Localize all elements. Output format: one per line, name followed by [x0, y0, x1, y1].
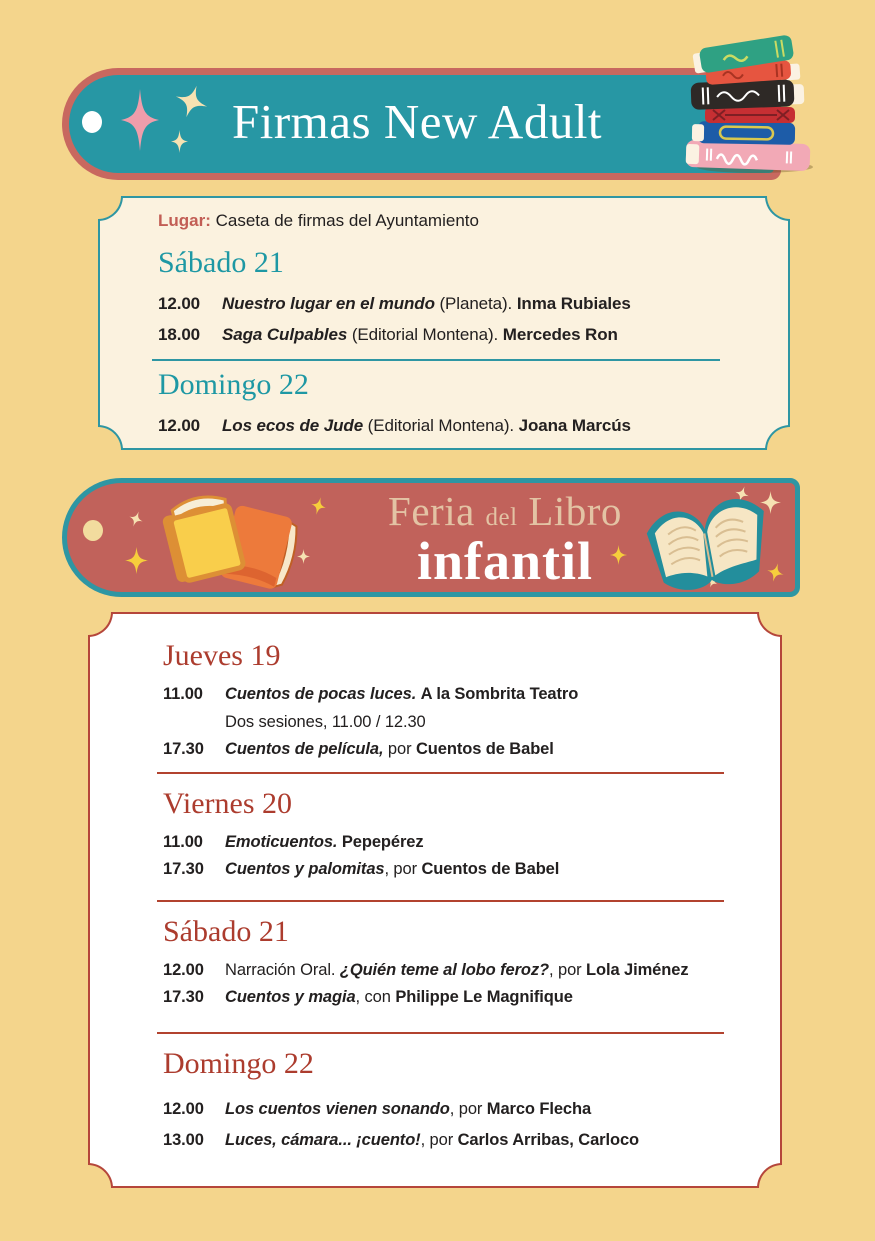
event-time: 17.30 [163, 740, 204, 758]
section-divider [157, 1032, 724, 1034]
banner-feria-infantil [62, 478, 800, 597]
event-desc: Cuentos de pocas luces. A la Sombrita Teatro Dos sesiones, 11.00 / 12.30 [225, 685, 579, 731]
event-time: 17.30 [163, 860, 204, 878]
event-desc: Los cuentos vienen sonando, por Marco Flecha [225, 1099, 592, 1118]
event-row [158, 288, 720, 319]
section-divider [157, 772, 724, 774]
banner-title: Firmas New Adult [232, 94, 603, 150]
event-row [163, 1094, 724, 1125]
corner-notch [98, 425, 123, 450]
feria-line1: Feria del Libro [388, 488, 622, 534]
event-row [163, 957, 724, 985]
event-row [163, 856, 724, 884]
location-label: Lugar: [158, 211, 211, 230]
event-time: 12.00 [163, 960, 204, 979]
section-divider [152, 359, 720, 361]
event-row [158, 410, 720, 441]
day-heading: Sábado 21 [163, 914, 289, 948]
event-time: 18.00 [158, 325, 201, 344]
event-row [163, 984, 724, 1012]
children-fair-panel [88, 612, 782, 1188]
event-time: 13.00 [163, 1130, 204, 1149]
sparkle-icon [125, 547, 148, 574]
day-heading: Sábado 21 [158, 246, 284, 279]
event-desc: Cuentos y magia, con Philippe Le Magnifique [225, 988, 573, 1006]
event-list [163, 829, 724, 884]
book-stack-illustration [683, 34, 819, 176]
corner-notch [757, 612, 782, 637]
dot-ornament [83, 520, 103, 541]
banner-firmas-inner [69, 75, 774, 173]
corner-notch [757, 1163, 782, 1188]
event-desc: Los ecos de Jude (Editorial Montena). Joana Marcús [222, 416, 631, 435]
sparkle-icon [121, 89, 159, 151]
banner-firmas-new-adult [62, 68, 781, 180]
event-list [163, 681, 724, 764]
event-time: 11.00 [163, 832, 203, 851]
event-list [163, 1094, 724, 1156]
day-heading: Domingo 22 [163, 1046, 314, 1080]
sparkle-icon [171, 130, 188, 153]
event-list [158, 288, 720, 350]
section-divider [157, 900, 724, 902]
event-list [163, 957, 724, 1012]
books-duo-illustration [155, 488, 305, 591]
event-desc: Luces, cámara... ¡cuento!, por Carlos Arribas, Carloco [225, 1130, 639, 1149]
day-heading: Domingo 22 [158, 368, 309, 401]
event-time: 12.00 [163, 1099, 204, 1118]
location-line [158, 211, 720, 231]
corner-notch [765, 425, 790, 450]
event-row [158, 319, 720, 350]
day-heading: Viernes 20 [163, 786, 292, 820]
event-time: 12.00 [158, 294, 201, 313]
event-row [163, 829, 724, 857]
corner-notch [765, 196, 790, 221]
event-time: 17.30 [163, 988, 204, 1006]
corner-notch [88, 1163, 113, 1188]
feria-line2: infantil [416, 531, 594, 591]
event-desc: Cuentos y palomitas, por Cuentos de Babel [225, 860, 560, 878]
event-desc: Narración Oral. ¿Quién teme al lobo feroz?, por Lola Jiménez [225, 960, 689, 979]
signings-panel [98, 196, 790, 450]
sparkle-icon [127, 509, 146, 529]
sparkle-icon [171, 81, 213, 123]
event-desc: Nuestro lugar en el mundo (Planeta). Inma Rubiales [222, 294, 631, 313]
banner-infantil-title [335, 488, 675, 591]
event-desc: Saga Culpables (Editorial Montena). Mercedes Ron [222, 325, 618, 344]
event-time: 12.00 [158, 416, 201, 435]
event-time: 11.00 [163, 685, 203, 703]
event-row [163, 736, 724, 764]
corner-notch [98, 196, 123, 221]
location-value: Caseta de firmas del Ayuntamiento [215, 211, 479, 230]
event-row [163, 1125, 724, 1156]
day-heading: Jueves 19 [163, 639, 281, 672]
corner-notch [88, 612, 113, 637]
event-list [158, 410, 720, 441]
dot-ornament [82, 111, 102, 133]
event-row [163, 681, 724, 736]
event-desc: Cuentos de película, por Cuentos de Babel [225, 740, 554, 758]
sparkle-icon [309, 495, 328, 516]
event-desc: Emoticuentos. Pepepérez [225, 832, 424, 851]
